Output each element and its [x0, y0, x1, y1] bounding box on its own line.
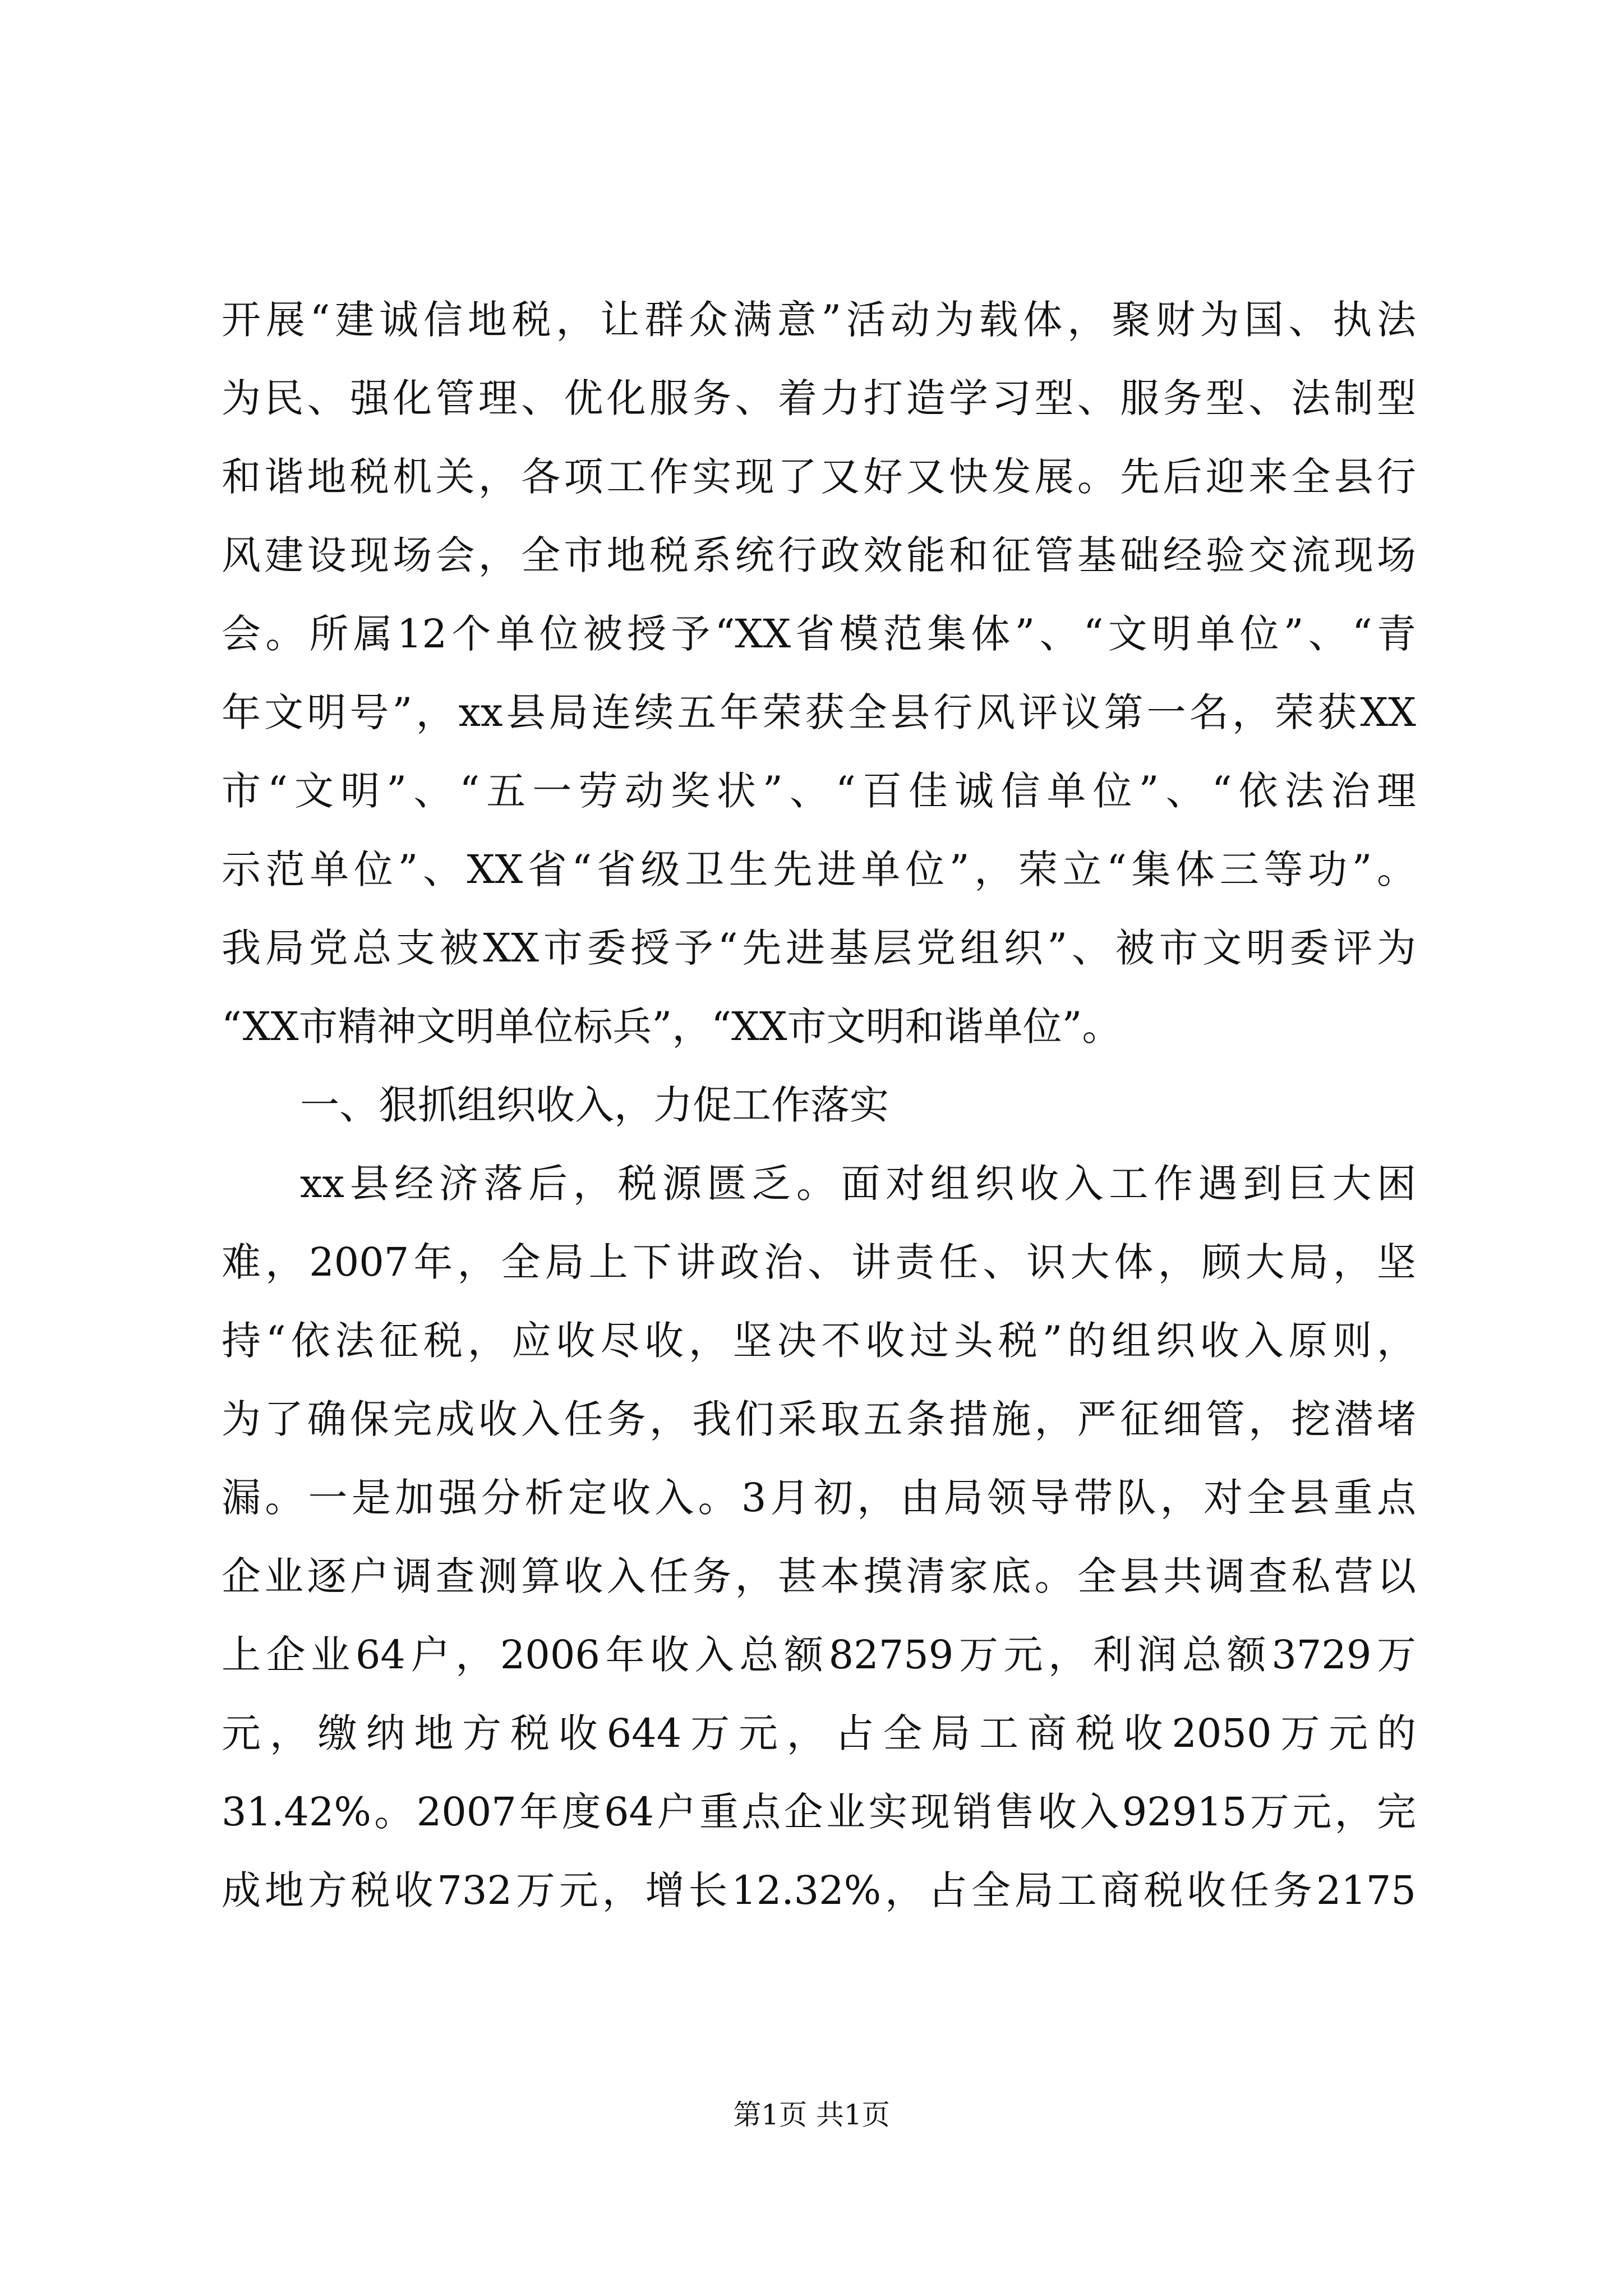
text-line: 为民、强化管理、优化服务、着力打造学习型、服务型、法制型 — [222, 375, 1416, 421]
text-line: 开展“建诚信地税，让群众满意”活动为载体，聚财为国、执法 — [222, 297, 1416, 343]
text-line: 难，2007年，全局上下讲政治、讲责任、识大体，顾大局，坚 — [222, 1239, 1416, 1285]
text-line: 和谐地税机关，各项工作实现了又好又快发展。先后迎来全县行 — [222, 454, 1416, 500]
text-line: 年文明号”，xx县局连续五年荣获全县行风评议第一名，荣获XX — [222, 689, 1416, 735]
text-line: 为了确保完成收入任务，我们采取五条措施，严征细管，挖潜堵 — [222, 1396, 1416, 1442]
text-line: 上企业64户，2006年收入总额82759万元，利润总额3729万 — [222, 1632, 1416, 1678]
text-line: “XX市精神文明单位标兵”，“XX市文明和谐单位”。 — [222, 1004, 1122, 1050]
text-line: 漏。一是加强分析定收入。3月初，由局领导带队，对全县重点 — [222, 1475, 1416, 1521]
text-line: 示范单位”、XX省“省级卫生先进单位”，荣立“集体三等功”。 — [222, 846, 1416, 892]
text-line: 元，缴纳地方税收644万元，占全局工商税收2050万元的 — [222, 1710, 1416, 1756]
text-line: xx县经济落后，税源匮乏。面对组织收入工作遇到巨大困 — [300, 1161, 1416, 1207]
text-line: 会。所属12个单位被授予“XX省模范集体”、“文明单位”、“青 — [222, 611, 1416, 657]
text-line: 成地方税收732万元，增长12.32%，占全局工商税收任务2175 — [222, 1867, 1416, 1913]
text-line: 风建设现场会，全市地税系统行政效能和征管基础经验交流现场 — [222, 532, 1416, 578]
text-line: 企业逐户调查测算收入任务，甚本摸清家底。全县共调查私营以 — [222, 1553, 1416, 1599]
text-line: 我局党总支被XX市委授予“先进基层党组织”、被市文明委评为 — [222, 925, 1416, 971]
text-line: 31.42%。2007年度64户重点企业实现销售收入92915万元，完 — [222, 1789, 1416, 1835]
section-heading: 一、狠抓组织收入，力促工作落实 — [300, 1082, 889, 1128]
text-line: 市“文明”、“五一劳动奖状”、“百佳诚信单位”、“依法治理 — [222, 768, 1416, 814]
text-line: 持“依法征税，应收尽收，坚决不收过头税”的组织收入原则， — [222, 1318, 1416, 1364]
page-footer: 第1页 共1页 — [733, 2099, 890, 2131]
